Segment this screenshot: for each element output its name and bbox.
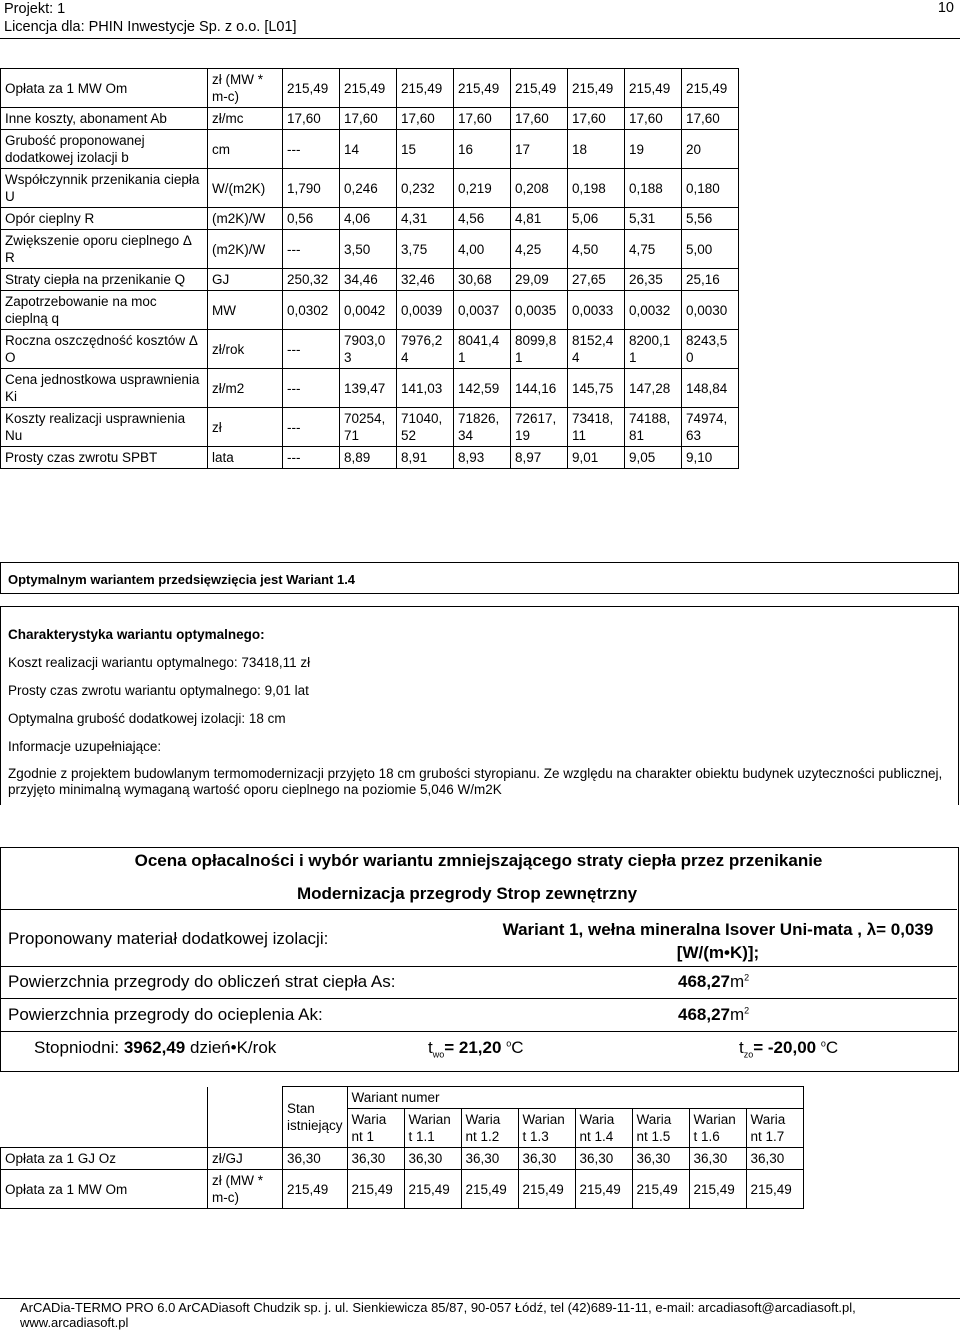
row-value: 144,16 [511,369,568,408]
table2-header-row-1 [1,1087,804,1109]
row-value: 0,180 [682,169,739,208]
row-value: 70254, 71 [340,408,397,447]
row-value: 215,49 [454,69,511,108]
variant-header: Waria nt 1.7 [746,1109,803,1148]
row-value: 26,35 [625,269,682,291]
footer-text: ArCADia-TERMO PRO 6.0 ArCADiasoft Chudzik sp. j. ul. Sienkiewicza 85/87, 90-057 Łódź, tel (42)689-11-11, e-mail: arcadiasoft@arcadiasoft.pl, www.arcadiasoft.pl [20,1300,856,1330]
variant-header: Warian t 1.1 [404,1109,461,1148]
ak-label: Powierzchnia przegrody do ocieplenia Ak: [8,1005,323,1024]
row-value: 145,75 [568,369,625,408]
row-value: 215,49 [397,69,454,108]
row-label: Opór cieplny R [1,208,208,230]
as-value-group [678,972,749,992]
row-value: 34,46 [340,269,397,291]
variant-header: Warian t 1.3 [518,1109,575,1148]
row-value: 215,49 [568,69,625,108]
row-value: 17,60 [682,108,739,130]
row-value: 215,49 [283,1170,348,1209]
variant-header: Waria nt 1.4 [575,1109,632,1148]
material-value-line1: Wariant 1, wełna mineralna Isover Uni-mata , λ= 0,039 [502,920,934,939]
row-value: 17,60 [340,108,397,130]
divider [0,909,957,910]
table-row [1,108,739,130]
row-value: 36,30 [518,1148,575,1170]
row-unit: GJ [208,269,283,291]
license-line: Licencja dla: PHIN Inwestycje Sp. z o.o. [L01] [4,19,297,35]
material-label: Proponowany materiał dodatkowej izolacji: [8,929,329,948]
row-unit: (m2K)/W [208,230,283,269]
row-value: 27,65 [568,269,625,291]
row-value: 215,49 [511,69,568,108]
row-label: Cena jednostkowa usprawnienia Ki [1,369,208,408]
table-row [1,230,739,269]
row-value: 18 [568,130,625,169]
row-value: 19 [625,130,682,169]
row-value: 32,46 [397,269,454,291]
row-value: 36,30 [689,1148,746,1170]
t-zo-deg: o [820,1038,826,1049]
assessment-subtitle: Modernizacja przegrody Strop zewnętrzny [297,884,638,903]
row-value: 8041,4 1 [454,330,511,369]
row-value: 8,91 [397,447,454,469]
material-value [480,918,956,964]
row-label: Grubość proponowanej dodatkowej izolacji b [1,130,208,169]
row-value: 8,89 [340,447,397,469]
degree-days-label: Stopniodni: [34,1038,120,1057]
row-value: 25,16 [682,269,739,291]
t-wo-deg: o [506,1038,512,1049]
row-value: 4,25 [511,230,568,269]
degree-days-value: 3962,49 [123,1038,186,1057]
row-value: 0,246 [340,169,397,208]
optimal-cost: Koszt realizacji wariantu optymalnego: 73418,11 zł [8,655,311,670]
row-value: 0,219 [454,169,511,208]
row-value: 5,00 [682,230,739,269]
row-value: --- [283,230,340,269]
row-unit: zł/rok [208,330,283,369]
table-row [1,169,739,208]
row-value: 8099,8 1 [511,330,568,369]
row-value: 1,790 [283,169,340,208]
row-label: Koszty realizacji usprawnienia Nu [1,408,208,447]
variant-header: Warian t 1.6 [689,1109,746,1148]
t-wo [428,1038,523,1059]
row-value: 4,81 [511,208,568,230]
header-divider [0,38,960,39]
row-value: --- [283,130,340,169]
row-value: 215,49 [625,69,682,108]
row-value: 15 [397,130,454,169]
row-value: 4,50 [568,230,625,269]
row-value: 215,49 [347,1170,404,1209]
row-value: 142,59 [454,369,511,408]
row-label: Inne koszty, abonament Ab [1,108,208,130]
row-value: 17,60 [625,108,682,130]
row-unit: MW [208,291,283,330]
row-value: 29,09 [511,269,568,291]
info-label: Informacje uzupełniające: [8,739,162,754]
row-label: Zwiększenie oporu cieplnego Δ R [1,230,208,269]
variants-table-2 [0,1086,804,1209]
row-value: 4,75 [625,230,682,269]
row-unit: W/(m2K) [208,169,283,208]
row-value: 0,0030 [682,291,739,330]
row-value: 8,97 [511,447,568,469]
row-value: 36,30 [404,1148,461,1170]
row-value: 4,00 [454,230,511,269]
row-value: 215,49 [404,1170,461,1209]
row-value: 7903,0 3 [340,330,397,369]
row-value: --- [283,447,340,469]
table-row [1,269,739,291]
row-value: 0,198 [568,169,625,208]
row-unit: lata [208,447,283,469]
divider [0,966,957,967]
row-value: 215,49 [632,1170,689,1209]
row-value: 4,31 [397,208,454,230]
row-value: 8200,1 1 [625,330,682,369]
divider [0,998,957,999]
row-value: 5,31 [625,208,682,230]
row-unit: zł/GJ [208,1148,283,1170]
row-value: 36,30 [283,1148,348,1170]
row-value: 17,60 [568,108,625,130]
row-value: 7976,2 4 [397,330,454,369]
t-wo-sub: wo [432,1049,445,1060]
ak-value: 468,27 [678,1005,730,1024]
row-value: 0,0033 [568,291,625,330]
as-label: Powierzchnia przegrody do obliczeń strat ciepła As: [8,972,396,991]
characteristics-title: Charakterystyka wariantu optymalnego: [8,627,265,642]
row-value: --- [283,369,340,408]
row-value: 17,60 [283,108,340,130]
row-unit: zł (MW * m-c) [208,1170,283,1209]
row-value: 215,49 [689,1170,746,1209]
row-value: 16 [454,130,511,169]
row-unit: (m2K)/W [208,208,283,230]
row-value: 20 [682,130,739,169]
ak-unit-sup: 2 [744,1005,750,1016]
optimal-thickness: Optymalna grubość dodatkowej izolacji: 18 cm [8,711,286,726]
row-value: 73418, 11 [568,408,625,447]
optimal-variant: Optymalnym wariantem przedsięwzięcia jest Wariant 1.4 [8,572,356,587]
row-value: 0,188 [625,169,682,208]
row-value: 36,30 [347,1148,404,1170]
row-value: 215,49 [461,1170,518,1209]
variants-table [0,68,739,469]
row-unit: zł (MW * m-c) [208,69,283,108]
as-value: 468,27 [678,972,730,991]
footer-divider [0,1298,960,1299]
row-value: 30,68 [454,269,511,291]
row-value: 0,56 [283,208,340,230]
table-row [1,408,739,447]
row-value: 0,0032 [625,291,682,330]
row-value: 17,60 [511,108,568,130]
row-value: 215,49 [575,1170,632,1209]
row-unit: zł [208,408,283,447]
row-value: 9,05 [625,447,682,469]
table2-state-header: Stan istniejący [283,1087,348,1148]
row-value: 72617, 19 [511,408,568,447]
variant-header: Waria nt 1.2 [461,1109,518,1148]
row-label: Opłata za 1 MW Om [1,69,208,108]
row-value: 0,0039 [397,291,454,330]
table2-corner-unit [208,1087,283,1148]
row-value: 3,75 [397,230,454,269]
as-unit: m [730,972,745,991]
t-zo-sub: zo [743,1049,754,1060]
row-value: 4,56 [454,208,511,230]
row-value: 9,10 [682,447,739,469]
row-value: 215,49 [340,69,397,108]
table-row [1,291,739,330]
row-value: 9,01 [568,447,625,469]
table-row [1,130,739,169]
row-value: 74188, 81 [625,408,682,447]
row-value: 17,60 [397,108,454,130]
row-value: 8,93 [454,447,511,469]
row-label: Opłata za 1 GJ Oz [1,1148,208,1170]
row-value: 148,84 [682,369,739,408]
t-zo [739,1038,838,1059]
row-value: 141,03 [397,369,454,408]
row-value: 36,30 [461,1148,518,1170]
t-wo-label: t [428,1038,433,1057]
row-value: 0,0042 [340,291,397,330]
row-value: 4,06 [340,208,397,230]
table-row [1,369,739,408]
row-value: 14 [340,130,397,169]
table-row [1,69,739,108]
table-row [1,1170,804,1209]
table-row [1,330,739,369]
row-value: 8243,5 0 [682,330,739,369]
row-unit: cm [208,130,283,169]
project-title: Projekt: 1 [4,1,66,17]
t-zo-value: = -20,00 [753,1038,817,1057]
row-value: 5,06 [568,208,625,230]
row-value: 71040, 52 [397,408,454,447]
row-value: 36,30 [575,1148,632,1170]
row-value: 5,56 [682,208,739,230]
row-value: --- [283,408,340,447]
row-value: 215,49 [746,1170,803,1209]
optimal-payback: Prosty czas zwrotu wariantu optymalnego: 9,01 lat [8,683,309,698]
row-value: 36,30 [746,1148,803,1170]
row-value: 215,49 [283,69,340,108]
row-value: 139,47 [340,369,397,408]
table-row [1,208,739,230]
row-value: 0,0302 [283,291,340,330]
row-label: Współczynnik przenikania ciepła U [1,169,208,208]
row-value: 215,49 [518,1170,575,1209]
t-wo-value: = 21,20 [444,1038,502,1057]
row-value: 71826, 34 [454,408,511,447]
table-row [1,1148,804,1170]
row-label: Straty ciepła na przenikanie Q [1,269,208,291]
row-value: 17,60 [454,108,511,130]
row-value: 74974, 63 [682,408,739,447]
row-unit: zł/m2 [208,369,283,408]
row-value: 8152,4 4 [568,330,625,369]
row-value: 0,0035 [511,291,568,330]
divider [0,1031,957,1032]
row-label: Prosty czas zwrotu SPBT [1,447,208,469]
row-value: --- [283,330,340,369]
row-value: 0,0037 [454,291,511,330]
degree-days [34,1038,276,1058]
as-unit-sup: 2 [744,972,750,983]
row-value: 215,49 [682,69,739,108]
row-label: Zapotrzebowanie na moc cieplną q [1,291,208,330]
table-row [1,447,739,469]
row-label: Roczna oszczędność kosztów Δ O [1,330,208,369]
page-number: 10 [937,0,954,16]
row-value: 36,30 [632,1148,689,1170]
t-zo-label: t [739,1038,744,1057]
row-value: 17 [511,130,568,169]
row-value: 0,208 [511,169,568,208]
variant-header: Waria nt 1 [347,1109,404,1148]
row-value: 0,232 [397,169,454,208]
ak-value-group [678,1005,749,1025]
t-zo-c: C [825,1038,839,1057]
variant-header: Waria nt 1.5 [632,1109,689,1148]
t-wo-c: C [511,1038,524,1057]
row-value: 250,32 [283,269,340,291]
ak-unit: m [730,1005,745,1024]
row-value: 3,50 [340,230,397,269]
row-value: 147,28 [625,369,682,408]
material-value-line2: [W/(m•K)]; [676,943,760,962]
info-text: Zgodnie z projektem budowlanym termomodernizacji przyjęto 18 cm grubości styropianu. Ze względu na charakter obiektu budynek uzyteczności publicznej, przyjęto minimalną wymaganą wartość oporu cieplnego na poziomie 5,046 W/m2K [8,766,943,797]
row-unit: zł/mc [208,108,283,130]
row-label: Opłata za 1 MW Om [1,1170,208,1209]
table2-variant-number: Wariant numer [347,1087,803,1109]
table2-corner [1,1087,208,1148]
assessment-title: Ocena opłacalności i wybór wariantu zmniejszającego straty ciepła przez przenikanie [134,851,823,870]
degree-days-unit: dzień•K/rok [190,1038,277,1057]
